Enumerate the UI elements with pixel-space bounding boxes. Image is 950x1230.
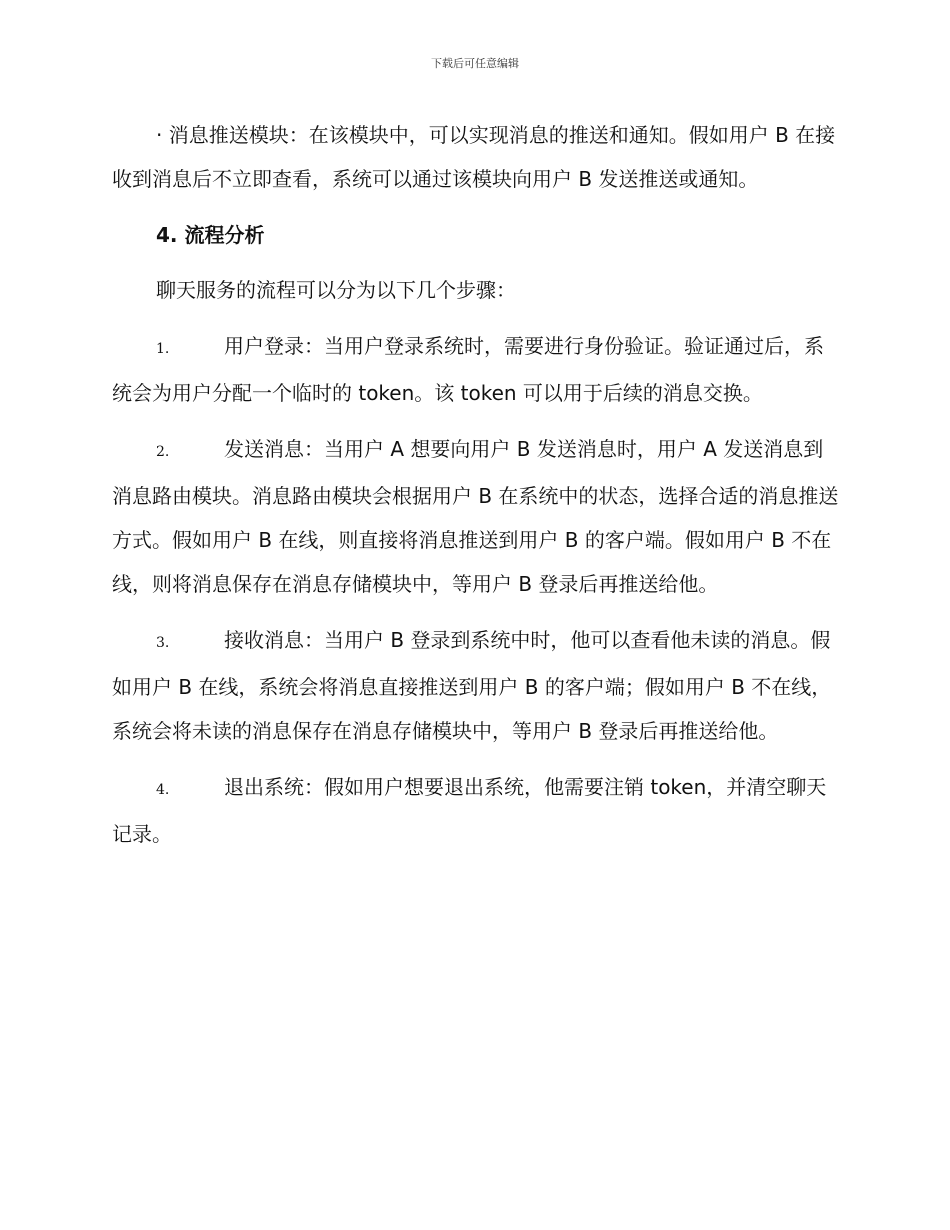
step-number: 3. bbox=[156, 635, 170, 651]
step-text: 发送消息：当用户 A 想要向用户 B 发送消息时，用户 A 发送消息到消息路由模块。消息路由模块会根据用户 B 在系统中的状态，选择合适的消息推送方式。假如用户 B 在线，则直接将消息推送到用户 B 的客户端。假如用户 B 不在线，则将消息保存在消息存储模块中，等用户 B 登录后再推送给他。 bbox=[112, 437, 839, 596]
step-item bbox=[112, 427, 840, 606]
step-text: 接收消息：当用户 B 登录到系统中时，他可以查看他未读的消息。假如用户 B 在线，系统会将消息直接推送到用户 B 的客户端；假如用户 B 不在线，系统会将未读的消息保存在消息存储模块中，等用户 B 登录后再推送给他。 bbox=[112, 628, 832, 743]
step-number: 2. bbox=[156, 444, 170, 460]
page-header: 下载后可任意编辑 bbox=[431, 57, 519, 70]
step-item bbox=[112, 618, 840, 753]
step-text: 退出系统：假如用户想要退出系统，他需要注销 token，并清空聊天记录。 bbox=[112, 775, 827, 846]
step-text: 用户登录：当用户登录系统时，需要进行身份验证。验证通过后，系统会为用户分配一个临时的 token。该 token 可以用于后续的消息交换。 bbox=[112, 334, 824, 405]
step-item bbox=[112, 765, 840, 856]
step-number: 4. bbox=[156, 782, 170, 798]
section-heading: 4. 流程分析 bbox=[156, 223, 265, 247]
bullet-paragraph: · 消息推送模块：在该模块中，可以实现消息的推送和通知。假如用户 B 在接收到消息后不立即查看，系统可以通过该模块向用户 B 发送推送或通知。 bbox=[112, 123, 836, 191]
step-item bbox=[112, 324, 840, 415]
step-number: 1. bbox=[156, 341, 170, 357]
document-body bbox=[112, 113, 840, 868]
section-intro: 聊天服务的流程可以分为以下几个步骤： bbox=[156, 278, 516, 302]
